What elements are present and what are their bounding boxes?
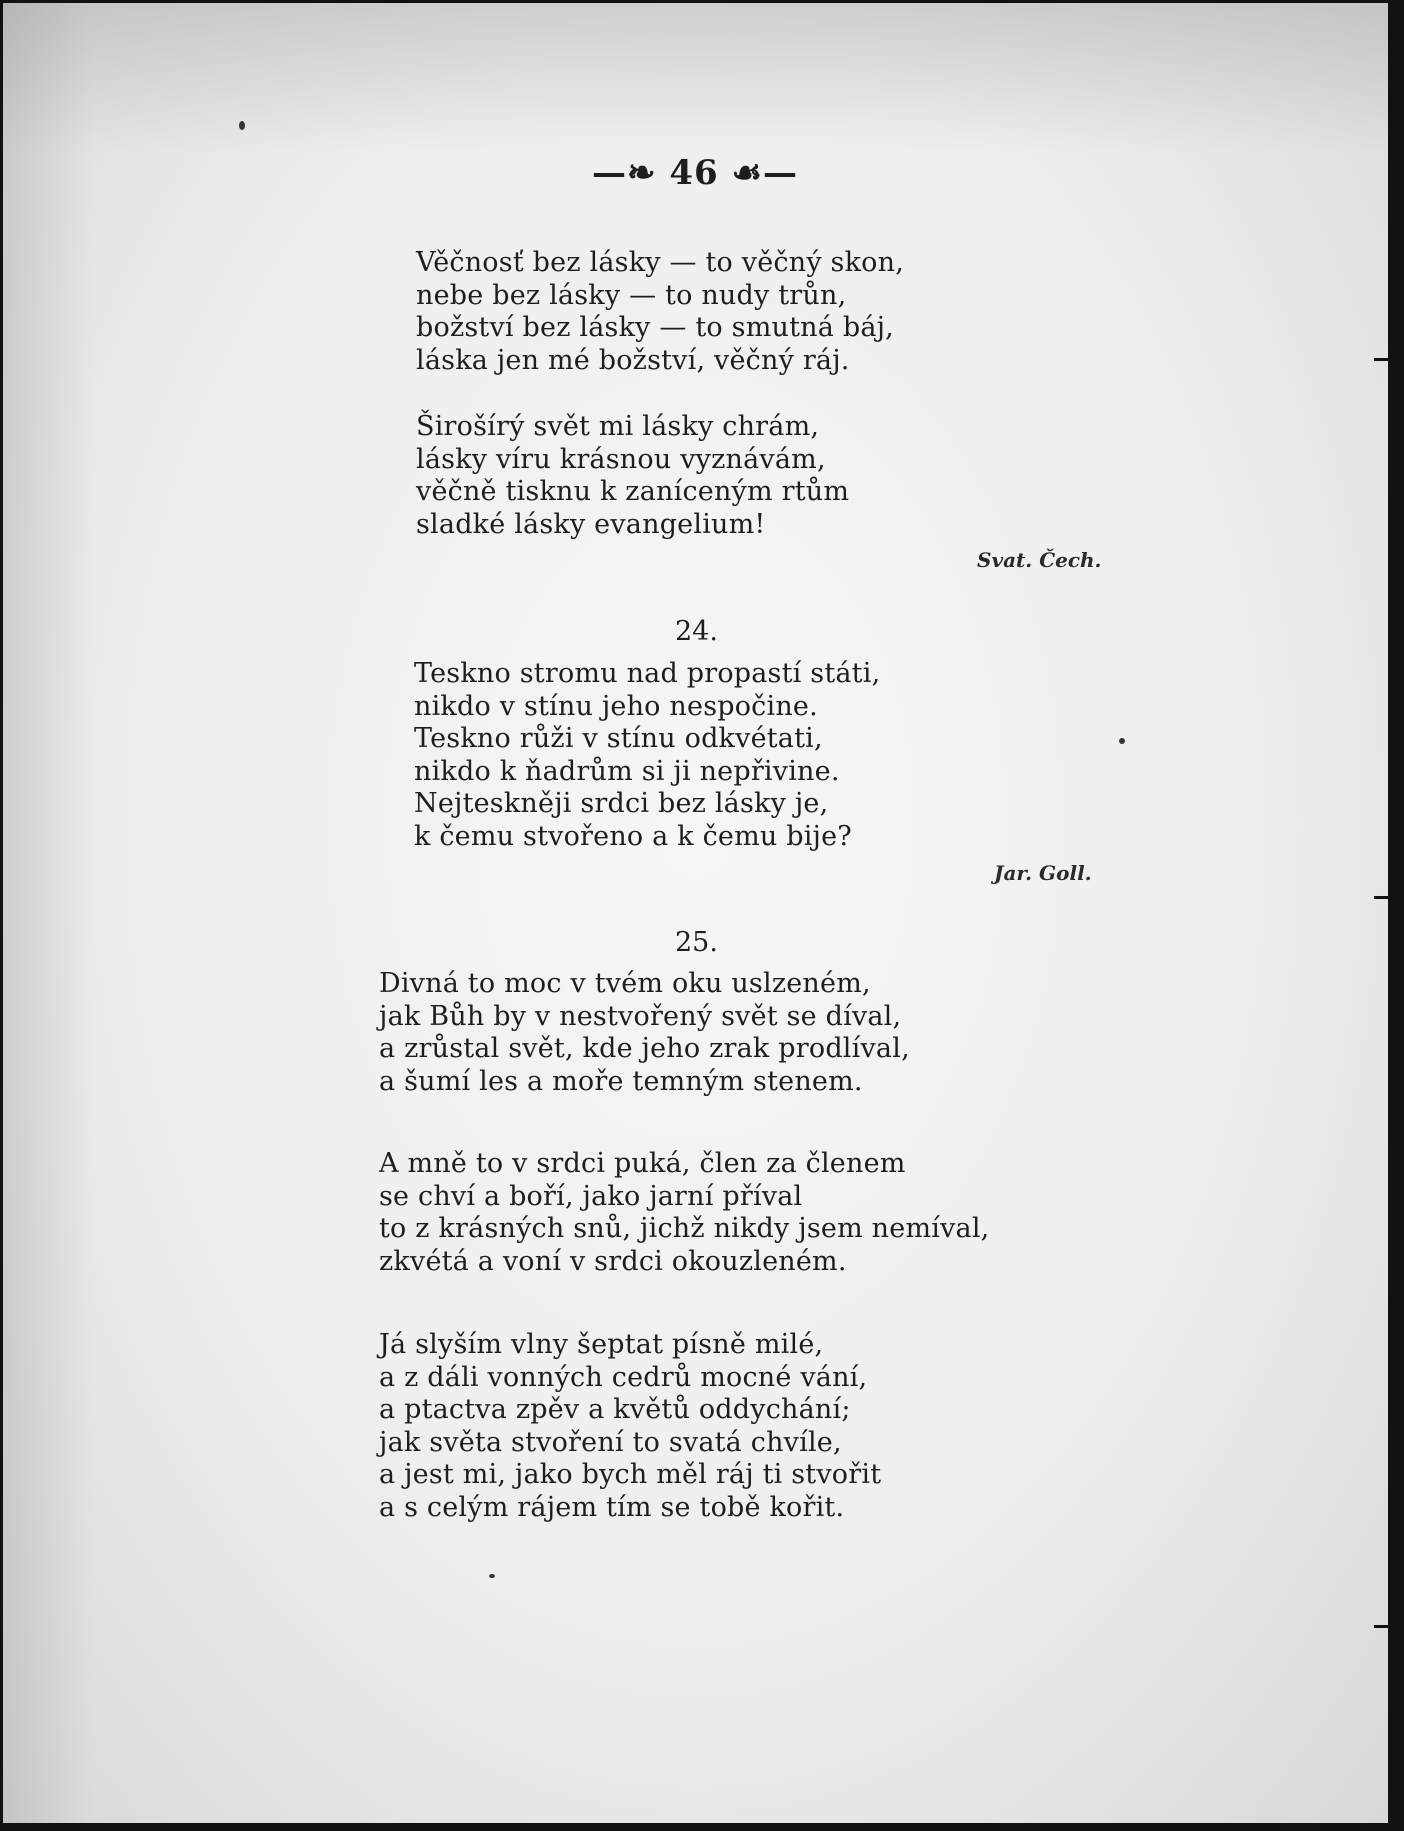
verse-line: božství bez lásky — to smutná báj, [416,312,894,343]
poem-23-stanza-1 [416,247,904,377]
ink-speck [1119,738,1125,744]
poem-23-stanza-2 [416,411,849,541]
verse-line: A mně to v srdci puká, člen za členem [379,1148,906,1179]
verse-line: k čemu stvořeno a k čemu bije? [414,820,852,852]
verse-line: Věčnosť bez lásky — to věčný skon, [416,247,905,278]
edge-mark [1374,896,1388,899]
verse-line: věčně tisknu k zaníceným rtům [416,476,850,507]
verse-line: nebe bez lásky — to nudy trůn, [416,279,847,311]
verse-line: zkvétá a voní v srdci okouzleném. [379,1245,847,1277]
poem-25-stanza-3 [379,1329,881,1524]
poem-24-number: 24. [675,616,718,647]
edge-mark [1374,358,1388,361]
verse-line: láska jen mé božství, věčný ráj. [416,344,850,376]
verse-line: nikdo k ňadrům si ji nepřivine. [414,755,840,787]
verse-line: jak Bůh by v nestvořený svět se díval, [379,1000,902,1032]
poem-24-stanza-1 [414,658,880,853]
verse-line: a z dáli vonných cedrů mocné vání, [379,1361,868,1393]
verse-line: to z krásných snů, jichž nikdy jsem nemíval, [379,1213,990,1244]
verse-line: lásky víru krásnou vyznávám, [416,443,826,475]
poem-23-author: Svat. Čech. [977,548,1102,572]
verse-line: Nejteskněji srdci bez lásky je, [414,788,829,819]
verse-line: a s celým rájem tím se tobě kořit. [379,1491,845,1523]
verse-line: Já slyším vlny šeptat písně milé, [379,1329,824,1360]
ink-speck [239,121,245,130]
verse-line: sladké lásky evangelium! [416,508,766,540]
verse-line: a jest mi, jako bych měl ráj ti stvořit [379,1459,882,1490]
verse-line: nikdo v stínu jeho nespočine. [414,690,818,722]
verse-line: a šumí les a moře temným stenem. [379,1065,863,1097]
verse-line: Teskno stromu nad propastí státi, [414,658,881,689]
poem-25-number: 25. [675,927,718,958]
ink-speck [489,1574,495,1578]
verse-line: Širošírý svět mi lásky chrám, [416,411,820,442]
poem-24-author: Jar. Goll. [994,861,1092,885]
verse-line: a zrůstal svět, kde jeho zrak prodlíval, [379,1033,910,1064]
edge-mark [1374,1625,1388,1628]
page-header: —❧ 46 ☙— [592,153,798,193]
verse-line: se chví a boří, jako jarní příval [379,1180,803,1212]
verse-line: a ptactva zpěv a květů oddychání; [379,1394,851,1425]
verse-line: Divná to moc v tvém oku uslzeném, [379,968,871,999]
poem-25-stanza-2 [379,1148,989,1278]
verse-line: Teskno růži v stínu odkvétati, [414,723,823,754]
verse-line: jak světa stvoření to svatá chvíle, [379,1426,842,1458]
poem-25-stanza-1 [379,968,910,1098]
